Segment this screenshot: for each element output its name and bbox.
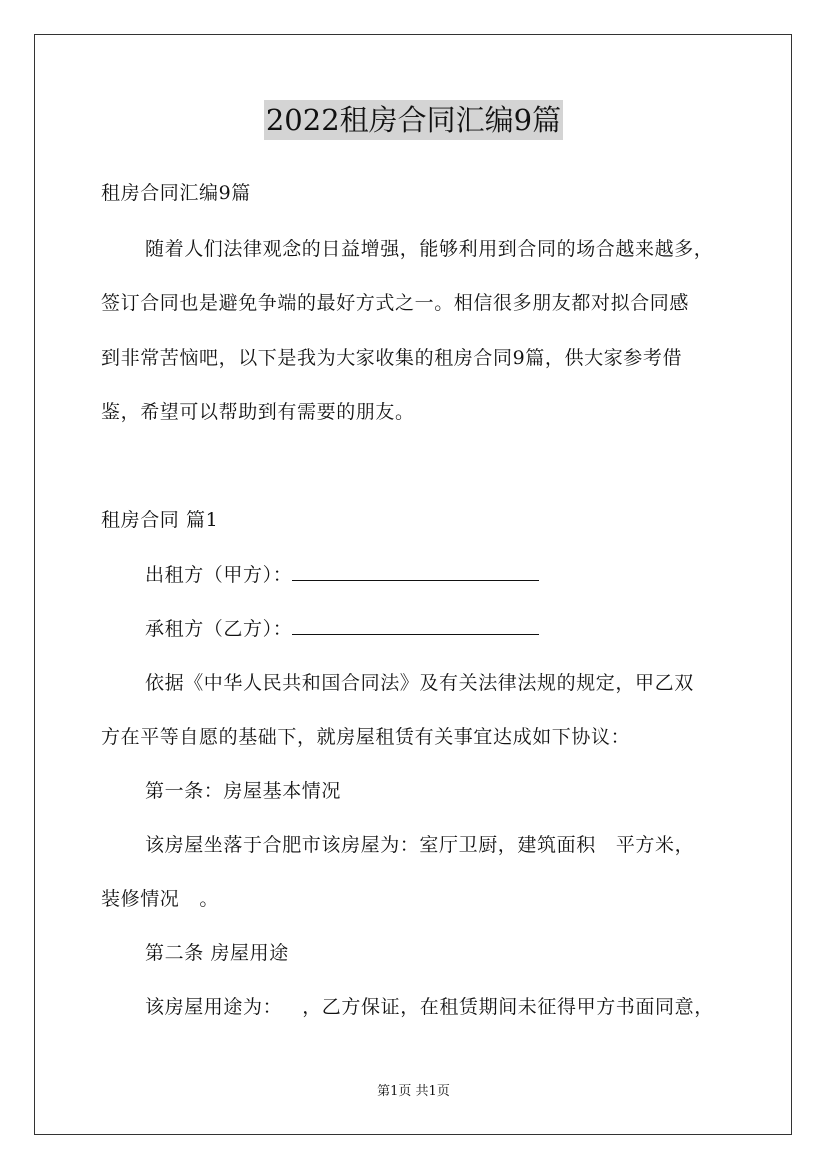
article1-body-b: 平方米， xyxy=(615,834,695,856)
subtitle: 租房合同汇编9篇 xyxy=(101,182,251,204)
article1-body-c: 装修情况 xyxy=(101,888,180,910)
basis-line-1: 依据《中华人民共和国合同法》及有关法律法规的规定，甲乙双 xyxy=(145,672,694,694)
document-title: 2022租房合同汇编9篇 xyxy=(264,100,563,140)
article1-title: 第一条：房屋基本情况 xyxy=(145,780,342,802)
article2-body-a: 该房屋用途为： xyxy=(145,996,283,1018)
article1-body-d: 。 xyxy=(199,888,220,910)
intro-line-2: 签订合同也是避免争端的最好方式之一。相信很多朋友都对拟合同感 xyxy=(101,292,690,314)
lessee-line xyxy=(145,616,539,642)
intro-line-3: 到非常苦恼吧，以下是我为大家收集的租房合同9篇，供大家参考借 xyxy=(101,347,683,369)
lessor-blank xyxy=(292,562,539,581)
lessor-line xyxy=(145,562,539,588)
lessee-blank xyxy=(292,616,539,635)
section-heading: 租房合同 篇1 xyxy=(101,509,219,531)
intro-line-4: 鉴，希望可以帮助到有需要的朋友。 xyxy=(101,401,415,423)
lessee-label: 承租方（乙方）： xyxy=(145,618,293,640)
article1-body-line-1 xyxy=(145,832,694,858)
page-footer: 第1页 共1页 xyxy=(377,1084,450,1099)
article2-body-b: ，乙方保证，在租赁期间未征得甲方书面同意， xyxy=(302,996,714,1018)
intro-line-1: 随着人们法律观念的日益增强，能够利用到合同的场合越来越多， xyxy=(145,238,714,260)
article2-body-line-1 xyxy=(145,994,714,1020)
basis-line-2: 方在平等自愿的基础下，就房屋租赁有关事宜达成如下协议： xyxy=(101,726,631,748)
lessor-label: 出租方（甲方）： xyxy=(145,564,293,586)
title-wrap xyxy=(0,100,827,140)
article1-body-line-2 xyxy=(101,886,219,912)
article1-body-a: 该房屋坐落于合肥市该房屋为：室厅卫厨，建筑面积 xyxy=(145,834,596,856)
article2-title: 第二条 房屋用途 xyxy=(145,942,289,964)
